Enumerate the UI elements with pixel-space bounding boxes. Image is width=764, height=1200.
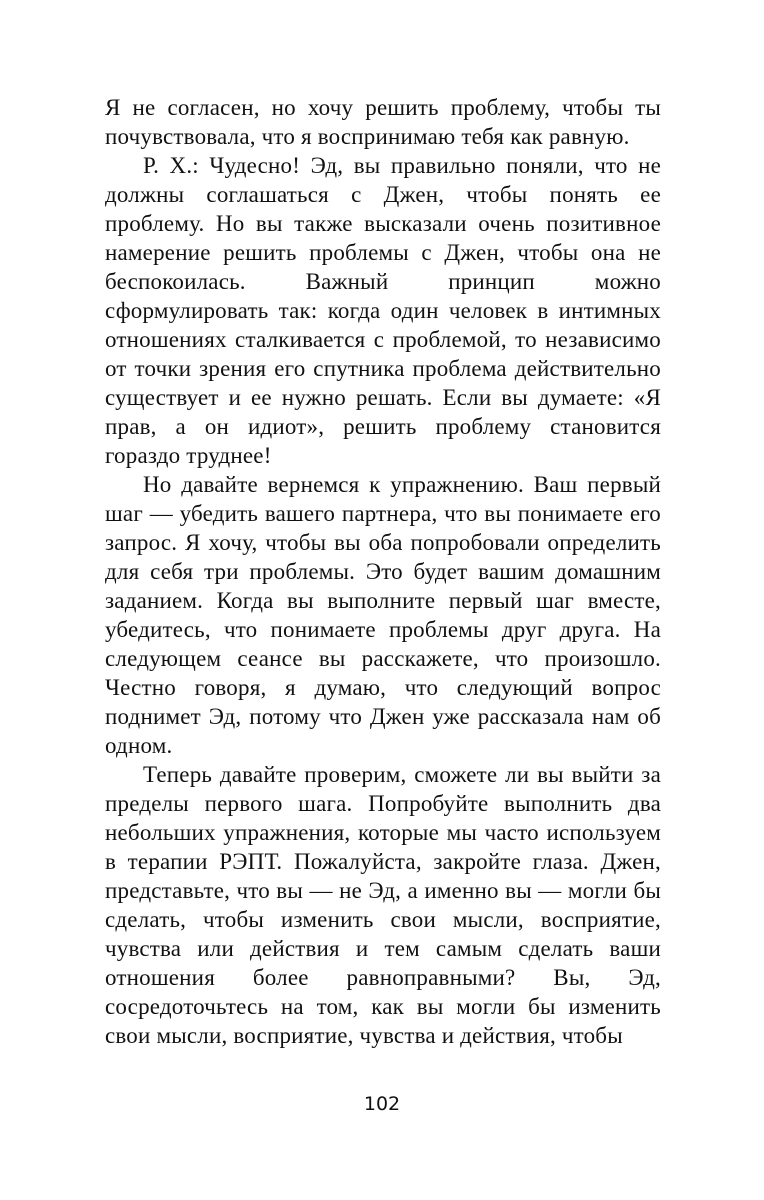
paragraph: Теперь давайте проверим, сможете ли вы выйти за пределы первого шага. Попробуйте выполнить два небольших упражнения, которые мы часто используем в терапии РЭПТ. Пожалуйста, закройте глаза. Джен, представьте, что вы — не Эд, а именно вы — могли бы сделать, чтобы изменить свои мысли, восприятие, чувства или действия и тем самым сделать ваши отношения более равноправными? Вы, Эд, сосредоточьтесь на том, как вы могли бы изменить свои мысли, восприятие, чувства и действия, чтобы bbox=[105, 762, 661, 1048]
paragraph: Р. Х.: Чудесно! Эд, вы правильно поняли, что не должны соглашаться с Джен, чтобы понять ее проблему. Но вы также высказали очень позитивное намерение решить проблемы с Джен, чтобы она не беспокоилась. Важный принцип можно сформулировать так: когда один человек в интимных отношениях сталкивается с проблемой, то независимо от точки зрения его спутника проблема действительно существует и ее нужно решать. Если вы думаете: «Я прав, а он идиот», решить проблему становится гораздо труднее! bbox=[105, 153, 661, 468]
paragraph: Я не согласен, но хочу решить проблему, чтобы ты почувствовала, что я воспринимаю тебя как равную. bbox=[105, 95, 661, 149]
page-number: 102 bbox=[363, 1093, 401, 1115]
text-block bbox=[105, 93, 661, 1050]
paragraph: Но давайте вернемся к упражнению. Ваш первый шаг — убедить вашего партнера, что вы понимаете его запрос. Я хочу, чтобы вы оба попробовали определить для себя три проблемы. Это будет вашим домашним заданием. Когда вы выполните первый шаг вместе, убедитесь, что понимаете проблемы друг друга. На следующем сеансе вы расскажете, что произошло. Честно говоря, я думаю, что следующий вопрос поднимет Эд, потому что Джен уже рассказала нам об одном. bbox=[105, 472, 661, 758]
